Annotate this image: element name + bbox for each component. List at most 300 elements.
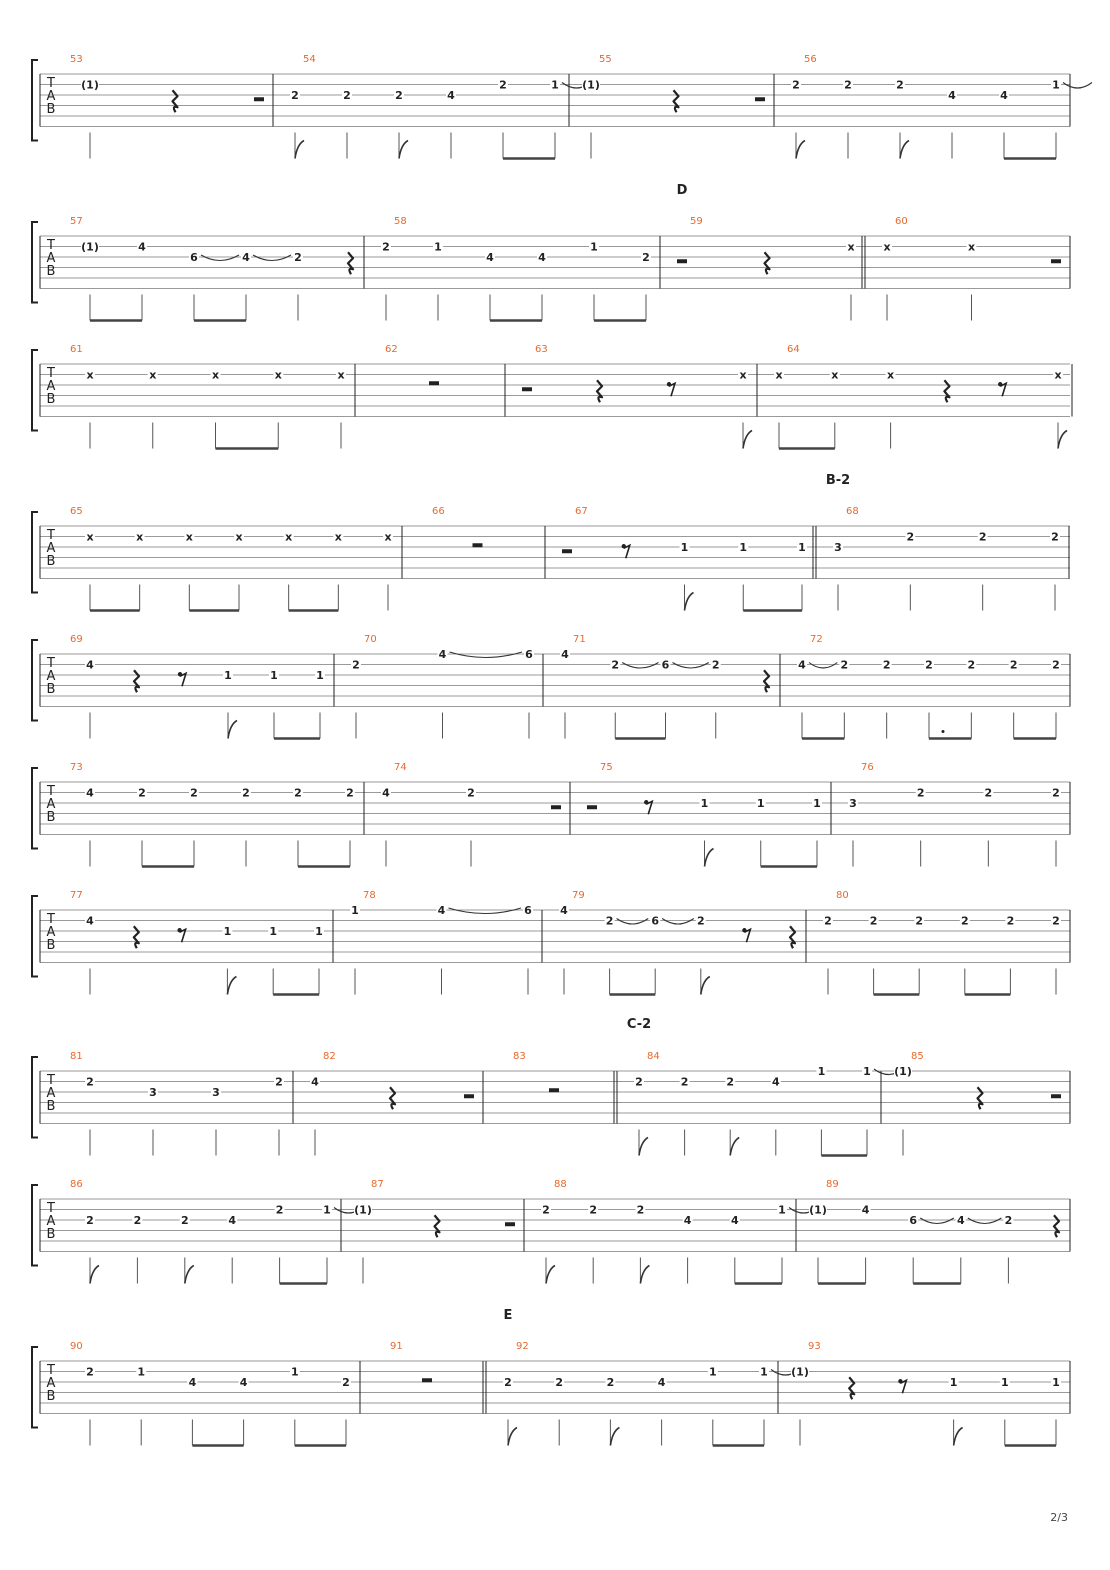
fret-number: 2 — [680, 1075, 689, 1089]
fret-number: 3 — [212, 1086, 220, 1099]
fret-number: 2 — [1009, 658, 1018, 672]
fret-number: 2 — [960, 914, 969, 928]
tab-clef-letter: T — [47, 1073, 55, 1088]
fret-number: 4 — [538, 251, 546, 264]
fret-number: 2 — [642, 251, 650, 264]
measure-number: 89 — [826, 1179, 839, 1190]
fret-number: 2 — [467, 786, 475, 800]
fret-number: 1 — [323, 1203, 331, 1217]
tab-clef-letter: T — [47, 528, 55, 543]
tab-clef-letter: A — [46, 89, 56, 104]
fret-number: 1 — [760, 1365, 768, 1379]
fret-number: 1 — [434, 240, 442, 254]
fret-number: 2 — [504, 1376, 512, 1389]
measure-number: 93 — [808, 1341, 821, 1352]
measure — [70, 890, 333, 995]
measure — [350, 890, 542, 995]
fret-number: 2 — [542, 1203, 550, 1217]
note-flag — [743, 431, 752, 449]
fret-number: x — [235, 530, 243, 544]
fret-number: 4 — [1000, 89, 1008, 102]
fret-number: x — [274, 368, 282, 382]
fret-number: 2 — [906, 530, 915, 544]
fret-number: 2 — [86, 1365, 94, 1379]
fret-number: 2 — [606, 1376, 615, 1389]
fret-number: 6 — [525, 648, 533, 661]
tab-clef-letter: B — [46, 264, 56, 279]
tab-clef-letter: A — [46, 925, 56, 940]
section-label: D — [676, 183, 688, 198]
half-rest — [464, 1094, 474, 1098]
note-flag — [185, 1266, 194, 1284]
fret-number: 2 — [1052, 658, 1060, 672]
staff-system — [32, 473, 1070, 611]
tab-clef-letter: T — [47, 366, 55, 381]
note-flag — [295, 141, 304, 159]
tab-clef-letter: T — [47, 238, 55, 253]
quarter-rest — [597, 380, 602, 402]
note-flag — [640, 1266, 649, 1284]
measure-number: 92 — [516, 1341, 529, 1352]
system-bracket — [32, 768, 38, 849]
fret-number: 2 — [1051, 530, 1059, 544]
fret-number: 2 — [967, 658, 976, 672]
measure-number: 69 — [70, 634, 83, 645]
fret-number: 2 — [190, 786, 198, 800]
fret-number: 1 — [1000, 1376, 1009, 1389]
fret-number: (1) — [809, 1203, 827, 1217]
eighth-rest — [900, 1380, 906, 1393]
tie-arc — [449, 908, 522, 914]
fret-number: 2 — [915, 914, 924, 928]
measure-number: 78 — [363, 890, 376, 901]
half-rest — [551, 805, 561, 809]
note-flag — [610, 1428, 619, 1446]
fret-number: 4 — [138, 240, 146, 254]
system-bracket — [32, 512, 38, 593]
half-rest — [505, 1222, 515, 1226]
measure — [823, 890, 1070, 995]
staff-system — [32, 1308, 1070, 1446]
fret-number: 2 — [711, 658, 720, 672]
staff-system — [32, 1017, 1070, 1156]
system-bracket — [32, 1185, 38, 1266]
note-flag — [90, 1266, 99, 1284]
measure — [560, 634, 780, 739]
measure — [70, 344, 355, 449]
note-dot — [942, 730, 945, 733]
tab-clef-letter: T — [47, 784, 55, 799]
measure-number: 58 — [394, 216, 407, 227]
measure — [70, 506, 402, 611]
measure-number: 62 — [385, 344, 398, 355]
half-rest — [677, 259, 687, 263]
fret-number: 4 — [948, 89, 956, 102]
fret-number: 2 — [589, 1203, 598, 1217]
staff-system — [32, 344, 1072, 449]
tab-clef-letter: A — [46, 251, 56, 266]
fret-number: 4 — [382, 786, 390, 800]
half-rest — [522, 387, 532, 391]
fret-number: 4 — [447, 89, 455, 102]
fret-number: 1 — [351, 904, 359, 917]
fret-number: 1 — [270, 669, 278, 682]
system-bracket — [32, 896, 38, 977]
half-rest — [254, 97, 264, 101]
tie-arc — [920, 1218, 954, 1224]
note-flag — [685, 593, 694, 611]
fret-number: 4 — [188, 1376, 197, 1389]
note-flag — [701, 977, 710, 995]
fret-number: 2 — [395, 89, 403, 102]
note-flag — [705, 849, 714, 867]
fret-number: 1 — [680, 541, 689, 554]
fret-number: 4 — [311, 1075, 319, 1089]
fret-number: 2 — [342, 1376, 350, 1389]
fret-number: 1 — [224, 669, 232, 682]
fret-number: x — [337, 368, 345, 382]
fret-number: 2 — [1004, 1214, 1013, 1227]
tab-clef-letter: A — [46, 379, 56, 394]
quarter-rest — [944, 380, 949, 402]
measure-number: 80 — [836, 890, 849, 901]
tab-clef-letter: B — [46, 810, 56, 825]
quarter-rest — [390, 1087, 395, 1109]
fret-number: 2 — [294, 786, 302, 800]
fret-number: 2 — [133, 1214, 142, 1227]
measure-number: 57 — [70, 216, 83, 227]
fret-number: 2 — [840, 658, 849, 672]
measure — [882, 216, 1070, 321]
measure-number: 79 — [572, 890, 585, 901]
fret-number: x — [86, 368, 94, 382]
tie-arc — [809, 663, 837, 669]
fret-number: 4 — [486, 251, 494, 264]
tab-clef-letter: A — [46, 797, 56, 812]
fret-number: 2 — [844, 78, 852, 92]
fret-number: 1 — [137, 1365, 146, 1379]
fret-number: 2 — [605, 914, 614, 928]
half-rest — [1051, 1094, 1061, 1098]
eighth-rest — [1000, 383, 1006, 396]
fret-number: 2 — [869, 914, 878, 928]
section-label: B-2 — [825, 473, 851, 488]
fret-number: 4 — [242, 251, 250, 264]
fret-number: 2 — [726, 1075, 735, 1089]
fret-number: 6 — [661, 658, 670, 672]
quarter-rest — [435, 1215, 440, 1237]
fret-number: 4 — [228, 1214, 237, 1227]
fret-number: 2 — [882, 658, 891, 672]
measure-number: 60 — [895, 216, 908, 227]
tie-arc — [450, 652, 523, 658]
fret-number: 2 — [138, 786, 146, 800]
fret-number: 1 — [700, 797, 709, 810]
fret-number: x — [739, 368, 747, 382]
measure — [310, 1051, 483, 1156]
half-rest — [587, 805, 597, 809]
measure-number: 65 — [70, 506, 83, 517]
measure — [791, 1341, 1070, 1446]
measure-number: 61 — [70, 344, 83, 355]
fret-number: 2 — [635, 1075, 643, 1089]
whole-rest — [429, 381, 439, 385]
measure-number: 64 — [787, 344, 800, 355]
note-flag — [228, 721, 237, 739]
measure — [381, 216, 660, 321]
fret-number: 1 — [817, 1065, 826, 1078]
fret-number: 4 — [956, 1214, 965, 1227]
measure — [70, 762, 364, 867]
fret-number: 2 — [636, 1203, 645, 1217]
fret-number: 1 — [863, 1065, 871, 1078]
measure — [70, 54, 273, 159]
fret-number: 6 — [651, 914, 660, 928]
measure-number: 67 — [575, 506, 588, 517]
fret-number: 6 — [190, 251, 198, 264]
measure-number: 72 — [810, 634, 823, 645]
staff-system — [32, 634, 1070, 739]
tie-arc — [673, 663, 709, 669]
fret-number: 6 — [909, 1214, 918, 1227]
fret-number: 1 — [316, 669, 324, 682]
measure — [791, 54, 1092, 159]
eighth-rest — [180, 673, 186, 686]
tab-clef-letter: B — [46, 938, 56, 953]
fret-number: 2 — [1006, 914, 1015, 928]
measure-number: 76 — [861, 762, 874, 773]
measure — [809, 1179, 1070, 1284]
system-bracket — [32, 60, 38, 141]
quarter-rest — [134, 670, 139, 692]
whole-rest — [422, 1378, 432, 1382]
measure — [503, 1341, 800, 1446]
fret-number: x — [334, 530, 342, 544]
fret-number: 2 — [346, 786, 354, 800]
fret-number: 2 — [978, 530, 987, 544]
quarter-rest — [1054, 1215, 1059, 1237]
measure-number: 68 — [846, 506, 859, 517]
quarter-rest — [765, 252, 770, 274]
measure — [634, 1051, 903, 1156]
measure-number: 82 — [323, 1051, 336, 1062]
fret-number: 2 — [275, 1203, 284, 1217]
fret-number: 2 — [86, 1075, 94, 1089]
note-flag — [1058, 431, 1067, 449]
tab-clef-letter: B — [46, 682, 56, 697]
measure-number: 56 — [804, 54, 817, 65]
tab-clef-letter: B — [46, 1389, 56, 1404]
fret-number: 1 — [269, 925, 278, 938]
measure — [522, 344, 757, 449]
measure — [290, 54, 591, 159]
quarter-rest — [348, 252, 353, 274]
fret-number: 4 — [560, 904, 568, 917]
fret-number: 2 — [291, 89, 299, 102]
measure — [70, 1341, 360, 1446]
quarter-rest — [849, 1377, 854, 1399]
fret-number: 1 — [739, 541, 748, 554]
system-bracket — [32, 350, 38, 431]
system-bracket — [32, 1057, 38, 1138]
measure — [559, 890, 806, 995]
measure-number: 77 — [70, 890, 83, 901]
measure-number: 90 — [70, 1341, 83, 1352]
note-flag — [730, 1138, 739, 1156]
staff-system — [32, 54, 1092, 159]
fret-number: 2 — [925, 658, 933, 672]
fret-number: 2 — [611, 658, 620, 672]
fret-number: x — [211, 368, 220, 382]
fret-number: 2 — [1052, 786, 1060, 800]
fret-number: 2 — [824, 914, 832, 928]
whole-rest — [549, 1088, 559, 1092]
tab-clef-letter: T — [47, 1363, 55, 1378]
measure-number: 91 — [390, 1341, 403, 1352]
fret-number: 1 — [708, 1365, 717, 1379]
measure-number: 70 — [364, 634, 377, 645]
measure — [70, 1051, 293, 1156]
tie-arc — [617, 919, 649, 925]
tab-clef-letter: T — [47, 76, 55, 91]
measure — [894, 1051, 1070, 1156]
note-flag — [639, 1138, 648, 1156]
fret-number: x — [136, 530, 144, 544]
fret-number: 1 — [1052, 1376, 1060, 1389]
eighth-rest — [180, 929, 186, 942]
fret-number: 2 — [916, 786, 925, 800]
eighth-rest — [646, 801, 652, 814]
tie-arc — [1063, 83, 1092, 89]
measure-number: 54 — [303, 54, 316, 65]
fret-number: (1) — [81, 240, 99, 254]
fret-number: 4 — [657, 1376, 666, 1389]
fret-number: 1 — [590, 240, 598, 254]
fret-number: x — [887, 368, 895, 382]
fret-number: 2 — [180, 1214, 189, 1227]
measure — [587, 762, 831, 867]
fret-number: 4 — [437, 904, 446, 917]
measure — [351, 634, 543, 739]
fret-number: x — [1054, 368, 1062, 382]
note-flag — [900, 141, 909, 159]
fret-number: 4 — [861, 1203, 870, 1217]
measure-number: 87 — [371, 1179, 384, 1190]
note-flag — [796, 141, 805, 159]
note-flag — [399, 141, 408, 159]
system-bracket — [32, 222, 38, 303]
tab-clef-letter: A — [46, 669, 56, 684]
quarter-rest — [790, 926, 795, 948]
system-bracket — [32, 640, 38, 721]
measure-number: 86 — [70, 1179, 83, 1190]
eighth-rest — [624, 545, 630, 558]
measure — [381, 762, 570, 867]
fret-number: (1) — [81, 78, 99, 92]
fret-number: 2 — [343, 89, 351, 102]
tab-clef-letter: B — [46, 1099, 56, 1114]
fret-number: 2 — [1052, 914, 1060, 928]
measure — [582, 54, 774, 159]
fret-number: x — [185, 530, 193, 544]
fret-number: 2 — [242, 786, 250, 800]
measure — [541, 1179, 818, 1284]
fret-number: 3 — [149, 1086, 157, 1099]
tab-clef-letter: T — [47, 912, 55, 927]
fret-number: 2 — [294, 251, 302, 264]
fret-number: 1 — [949, 1376, 958, 1389]
staff-system — [32, 183, 1070, 321]
staff-system — [32, 1179, 1070, 1284]
whole-rest — [473, 543, 483, 547]
note-flag — [954, 1428, 963, 1446]
measure-number: 81 — [70, 1051, 83, 1062]
measure-number: 53 — [70, 54, 83, 65]
measure — [562, 506, 816, 611]
tab-clef-letter: B — [46, 102, 56, 117]
fret-number: x — [86, 530, 94, 544]
fret-number: x — [847, 240, 855, 254]
measure — [70, 216, 364, 321]
fret-number: 3 — [849, 797, 857, 810]
fret-number: 4 — [730, 1214, 739, 1227]
measure — [70, 1179, 363, 1284]
measure-number: 83 — [513, 1051, 526, 1062]
tie-arc — [662, 919, 694, 925]
tab-clef-letter: B — [46, 392, 56, 407]
section-label: E — [503, 1308, 513, 1323]
fret-number: 2 — [792, 78, 800, 92]
fret-number: 4 — [86, 658, 94, 672]
half-rest — [755, 97, 765, 101]
tab-clef-letter: A — [46, 1214, 56, 1229]
fret-number: 1 — [756, 797, 765, 810]
fret-number: 2 — [984, 786, 993, 800]
fret-number: 4 — [561, 648, 569, 661]
fret-number: 4 — [683, 1214, 692, 1227]
fret-number: 2 — [352, 658, 360, 672]
fret-number: 2 — [896, 78, 904, 92]
measure-number: 73 — [70, 762, 83, 773]
tie-arc — [968, 1218, 1002, 1224]
fret-number: (1) — [354, 1203, 372, 1217]
fret-number: 1 — [1052, 78, 1060, 92]
fret-number: 4 — [771, 1075, 780, 1089]
fret-number: (1) — [894, 1065, 912, 1078]
staff-system — [32, 762, 1070, 867]
eighth-rest — [744, 929, 750, 942]
fret-number: 1 — [798, 541, 806, 554]
fret-number: 2 — [555, 1376, 564, 1389]
page-number: 2/3 — [1050, 1511, 1068, 1524]
tab-clef-letter: T — [47, 656, 55, 671]
tab-clef-letter: T — [47, 1201, 55, 1216]
fret-number: x — [831, 368, 839, 382]
fret-number: (1) — [791, 1365, 809, 1379]
fret-number: (1) — [582, 78, 600, 92]
note-flag — [546, 1266, 555, 1284]
measure — [774, 344, 1072, 449]
fret-number: 1 — [778, 1203, 786, 1217]
half-rest — [562, 549, 572, 553]
tab-clef-letter: B — [46, 554, 56, 569]
tab-clef-letter: B — [46, 1227, 56, 1242]
fret-number: 2 — [696, 914, 705, 928]
eighth-rest — [669, 383, 675, 396]
fret-number: 1 — [290, 1365, 299, 1379]
fret-number: 4 — [438, 648, 447, 661]
fret-number: 2 — [275, 1075, 283, 1089]
